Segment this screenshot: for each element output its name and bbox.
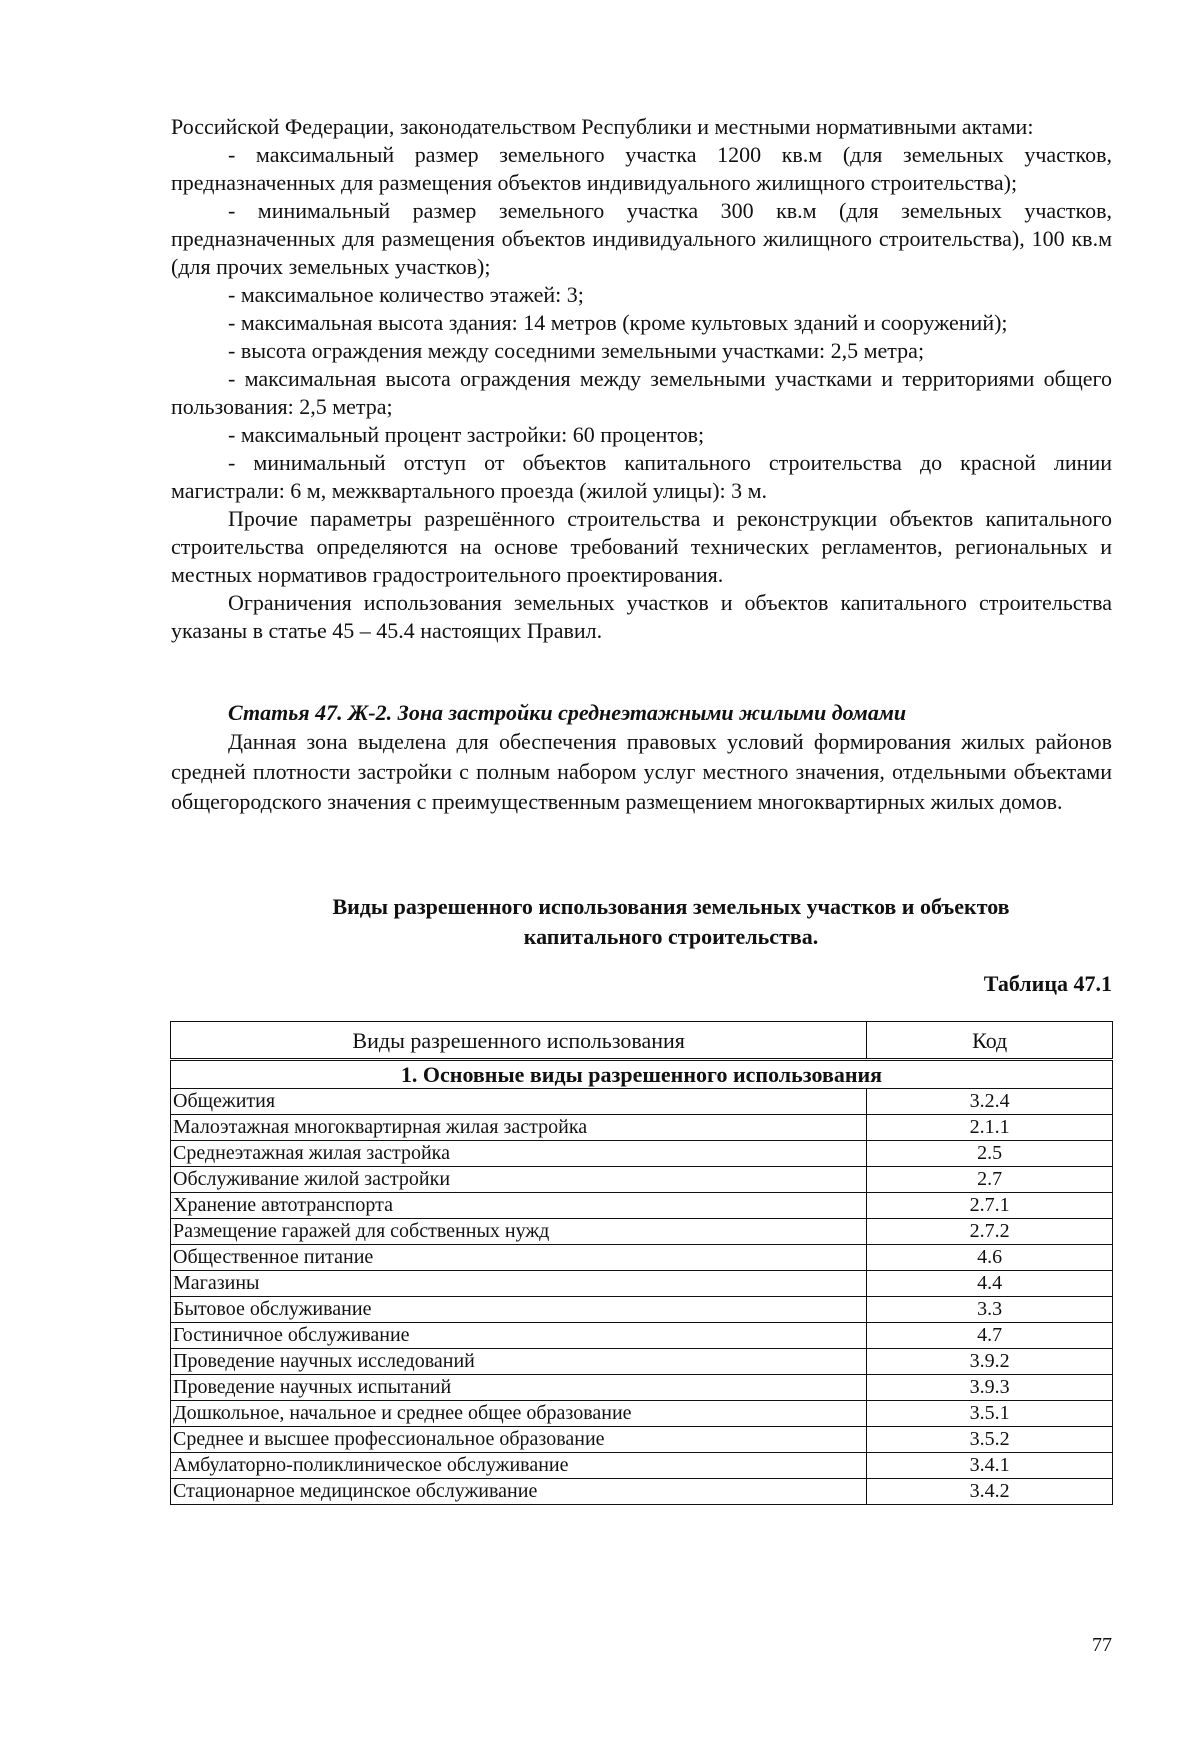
- table-row: [171, 1401, 1113, 1427]
- use-code-cell: 4.7: [867, 1323, 1113, 1349]
- use-code-cell: 2.5: [867, 1141, 1113, 1167]
- table-row: [171, 1089, 1113, 1115]
- use-name-cell: Размещение гаражей для собственных нужд: [171, 1219, 867, 1245]
- use-name-cell: Малоэтажная многоквартирная жилая застройка: [171, 1115, 867, 1141]
- use-code-cell: 2.7: [867, 1167, 1113, 1193]
- use-code-cell: 3.2.4: [867, 1089, 1113, 1115]
- table-row: [171, 1219, 1113, 1245]
- paragraph: Прочие параметры разрешённого строительства и реконструкции объектов капитального строительства определяются на основе требований технических регламентов, региональных и местных нормативов градостроительного проектирования.: [171, 506, 1112, 587]
- use-name-cell: Хранение автотранспорта: [171, 1193, 867, 1219]
- use-name-cell: Общественное питание: [171, 1245, 867, 1271]
- use-name-cell: Гостиничное обслуживание: [171, 1323, 867, 1349]
- paragraph: Российской Федерации, законодательством Республики и местными нормативными актами:: [171, 114, 1034, 139]
- table-row: [171, 1349, 1113, 1375]
- use-code-cell: 3.4.1: [867, 1453, 1113, 1479]
- use-code-cell: 3.3: [867, 1297, 1113, 1323]
- use-code-cell: 3.5.1: [867, 1401, 1113, 1427]
- paragraph: Ограничения использования земельных участков и объектов капитального строительства указаны в статье 45 – 45.4 настоящих Правил.: [171, 590, 1112, 643]
- zoning-parameters-text: [171, 113, 1112, 645]
- use-code-cell: 3.5.2: [867, 1427, 1113, 1453]
- use-name-cell: Среднеэтажная жилая застройка: [171, 1141, 867, 1167]
- table-row: [171, 1375, 1113, 1401]
- table-row: [171, 1323, 1113, 1349]
- table-row: [171, 1193, 1113, 1219]
- article-description: Данная зона выделена для обеспечения правовых условий формирования жилых районов средней плотности застройки с полным набором услуг местного значения, отдельными объектами общегородского значения с преимущественным размещением многоквартирных жилых домов.: [171, 729, 1112, 814]
- table-row: [171, 1141, 1113, 1167]
- use-code-cell: 4.6: [867, 1245, 1113, 1271]
- use-name-cell: Среднее и высшее профессиональное образование: [171, 1427, 867, 1453]
- table-row: [171, 1167, 1113, 1193]
- use-name-cell: Стационарное медицинское обслуживание: [171, 1479, 867, 1505]
- table-caption-line: капитального строительства.: [523, 924, 819, 949]
- table-section-row: [171, 1060, 1113, 1089]
- paragraph: - максимальный процент застройки: 60 процентов;: [228, 422, 705, 447]
- use-name-cell: Магазины: [171, 1271, 867, 1297]
- paragraph: - максимальное количество этажей: 3;: [228, 282, 584, 307]
- table-caption: [171, 892, 1171, 952]
- use-code-cell: 3.9.3: [867, 1375, 1113, 1401]
- use-name-cell: Обслуживание жилой застройки: [171, 1167, 867, 1193]
- use-name-cell: Амбулаторно-поликлиническое обслуживание: [171, 1453, 867, 1479]
- use-code-cell: 3.4.2: [867, 1479, 1113, 1505]
- table-row: [171, 1245, 1113, 1271]
- paragraph: - максимальный размер земельного участка 1200 кв.м (для земельных участков, предназначенных для размещения объектов индивидуального жилищного строительства);: [171, 142, 1112, 195]
- paragraph: - высота ограждения между соседними земельными участками: 2,5 метра;: [228, 338, 925, 363]
- table-row: [171, 1427, 1113, 1453]
- use-code-cell: 2.7.2: [867, 1219, 1113, 1245]
- paragraph: - максимальная высота ограждения между земельными участками и территориями общего пользования: 2,5 метра;: [171, 366, 1112, 419]
- paragraph: - минимальный размер земельного участка 300 кв.м (для земельных участков, предназначенных для размещения объектов индивидуального жилищного строительства), 100 кв.м (для прочих земельных участков);: [171, 198, 1112, 279]
- use-name-cell: Проведение научных испытаний: [171, 1375, 867, 1401]
- table-row: [171, 1479, 1113, 1505]
- table-caption-line: Виды разрешенного использования земельных участков и объектов: [332, 894, 1010, 919]
- table-row: [171, 1115, 1113, 1141]
- table-row: [171, 1271, 1113, 1297]
- use-code-cell: 4.4: [867, 1271, 1113, 1297]
- paragraph: - максимальная высота здания: 14 метров (кроме культовых зданий и сооружений);: [228, 310, 1008, 335]
- use-code-cell: 2.7.1: [867, 1193, 1113, 1219]
- table-row: [171, 1297, 1113, 1323]
- table-header-row: [171, 1022, 1113, 1060]
- paragraph: - минимальный отступ от объектов капитального строительства до красной линии магистрали: 6 м, межквартального проезда (жилой улицы): 3 м.: [171, 450, 1112, 503]
- table-number: Таблица 47.1: [983, 971, 1112, 996]
- use-name-cell: Общежития: [171, 1089, 867, 1115]
- use-name-cell: Проведение научных исследований: [171, 1349, 867, 1375]
- article-title: Статья 47. Ж-2. Зона застройки среднеэтажными жилыми домами: [228, 700, 907, 725]
- use-name-cell: Дошкольное, начальное и среднее общее образование: [171, 1401, 867, 1427]
- column-header-code: Код: [867, 1022, 1113, 1060]
- table-row: [171, 1453, 1113, 1479]
- page-number: 77: [1092, 1634, 1112, 1656]
- permitted-uses-table: [170, 1021, 1113, 1505]
- use-code-cell: 2.1.1: [867, 1115, 1113, 1141]
- use-code-cell: 3.9.2: [867, 1349, 1113, 1375]
- use-name-cell: Бытовое обслуживание: [171, 1297, 867, 1323]
- column-header-use: Виды разрешенного использования: [171, 1022, 867, 1060]
- section-title: 1. Основные виды разрешенного использования: [171, 1060, 1113, 1089]
